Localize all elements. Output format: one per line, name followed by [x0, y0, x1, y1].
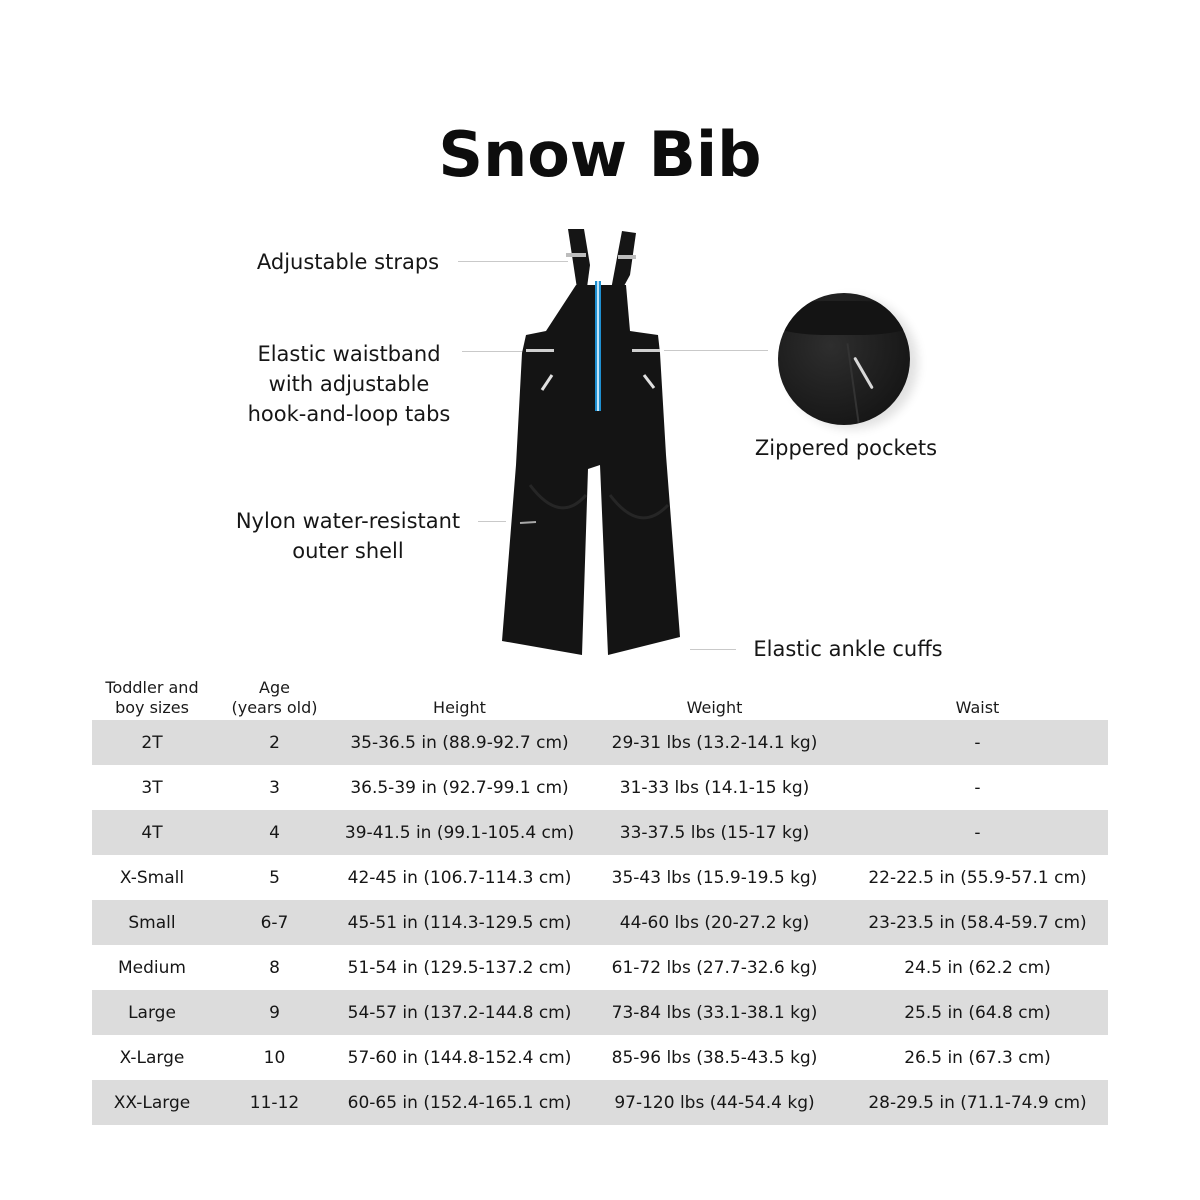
callout-text-line1: Elastic waistband [257, 342, 441, 366]
cell-size: 4T [141, 822, 163, 843]
cell-height: 36.5-39 in (92.7-99.1 cm) [350, 777, 569, 798]
cell-weight: 35-43 lbs (15.9-19.5 kg) [611, 867, 818, 888]
header-weight: Weight [686, 698, 743, 717]
cell-height: 57-60 in (144.8-152.4 cm) [347, 1047, 572, 1068]
cell-waist: 22-22.5 in (55.9-57.1 cm) [868, 867, 1087, 888]
table-row [92, 1035, 1108, 1080]
callout-text-line3: hook-and-loop tabs [247, 402, 451, 426]
callout-text-line2: outer shell [292, 539, 404, 563]
cell-size: X-Small [119, 867, 185, 888]
cell-waist: 25.5 in (64.8 cm) [904, 1002, 1051, 1023]
cell-weight: 97-120 lbs (44-54.4 kg) [614, 1092, 815, 1113]
callout-text: Adjustable straps [256, 250, 440, 274]
cell-age: 4 [269, 822, 280, 843]
cell-waist: - [974, 732, 981, 753]
cell-age: 11-12 [249, 1092, 300, 1113]
header-age: Age (years old) [231, 678, 318, 717]
table-row [92, 900, 1108, 945]
cell-weight: 73-84 lbs (33.1-38.1 kg) [611, 1002, 818, 1023]
table-row [92, 765, 1108, 810]
cell-size: X-Large [119, 1047, 185, 1068]
table-row [92, 855, 1108, 900]
cell-weight: 31-33 lbs (14.1-15 kg) [619, 777, 810, 798]
callout-text: Zippered pockets [754, 436, 938, 460]
callout-elastic-waistband [222, 339, 476, 429]
cell-waist: 23-23.5 in (58.4-59.7 cm) [868, 912, 1087, 933]
cell-age: 2 [269, 732, 280, 753]
callout-outer-shell [216, 506, 480, 566]
header-waist: Waist [955, 698, 1000, 717]
cell-age: 8 [269, 957, 280, 978]
cell-height: 60-65 in (152.4-165.1 cm) [347, 1092, 572, 1113]
cell-age: 3 [269, 777, 280, 798]
cell-size: 3T [141, 777, 163, 798]
cell-waist: 28-29.5 in (71.1-74.9 cm) [868, 1092, 1087, 1113]
page-title: Snow Bib [438, 118, 762, 191]
cell-height: 45-51 in (114.3-129.5 cm) [347, 912, 572, 933]
cell-weight: 61-72 lbs (27.7-32.6 kg) [611, 957, 818, 978]
callout-text-line2: with adjustable [268, 372, 430, 396]
callout-elastic-ankle-cuffs [738, 634, 958, 664]
cell-height: 51-54 in (129.5-137.2 cm) [347, 957, 572, 978]
cell-waist: 26.5 in (67.3 cm) [904, 1047, 1051, 1068]
callout-adjustable-straps [240, 247, 456, 277]
zippered-pocket-detail-image [778, 293, 910, 425]
cell-waist: - [974, 777, 981, 798]
cell-size: Large [128, 1002, 176, 1023]
cell-weight: 44-60 lbs (20-27.2 kg) [619, 912, 810, 933]
table-row [92, 1080, 1108, 1125]
callout-text-line1: Nylon water-resistant [235, 509, 461, 533]
cell-height: 39-41.5 in (99.1-105.4 cm) [344, 822, 575, 843]
cell-waist: 24.5 in (62.2 cm) [904, 957, 1051, 978]
cell-weight: 29-31 lbs (13.2-14.1 kg) [611, 732, 818, 753]
size-chart-table [92, 676, 1108, 1125]
leader-line-cuffs [690, 649, 736, 650]
callout-text: Elastic ankle cuffs [753, 637, 943, 661]
cell-height: 42-45 in (106.7-114.3 cm) [347, 867, 572, 888]
cell-age: 5 [269, 867, 280, 888]
cell-size: 2T [141, 732, 163, 753]
cell-weight: 33-37.5 lbs (15-17 kg) [619, 822, 810, 843]
callout-zippered-pockets [736, 433, 956, 463]
cell-age: 10 [263, 1047, 286, 1068]
cell-size: Medium [118, 957, 186, 978]
table-header-row [92, 676, 1108, 720]
cell-weight: 85-96 lbs (38.5-43.5 kg) [611, 1047, 818, 1068]
snow-bib-product-image [490, 225, 690, 660]
leader-line-pockets [664, 350, 768, 351]
cell-age: 9 [269, 1002, 280, 1023]
table-row [92, 990, 1108, 1035]
cell-waist: - [974, 822, 981, 843]
table-row [92, 810, 1108, 855]
table-row [92, 720, 1108, 765]
cell-size: Small [128, 912, 176, 933]
cell-age: 6-7 [260, 912, 289, 933]
cell-size: XX-Large [113, 1092, 191, 1113]
cell-height: 54-57 in (137.2-144.8 cm) [347, 1002, 572, 1023]
header-size: Toddler and boy sizes [105, 678, 199, 717]
header-height: Height [433, 698, 486, 717]
table-row [92, 945, 1108, 990]
cell-height: 35-36.5 in (88.9-92.7 cm) [350, 732, 569, 753]
